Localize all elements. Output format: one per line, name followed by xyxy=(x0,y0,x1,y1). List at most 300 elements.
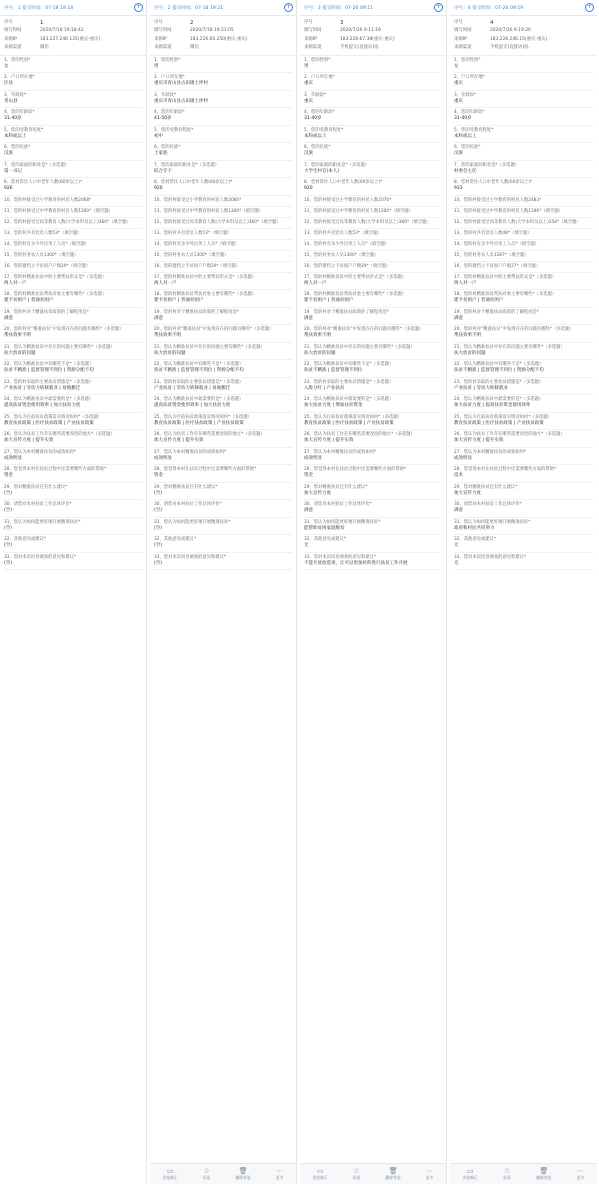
question-text: 28、您觉得本村在扶贫过程中还需要哪些方面的帮助* xyxy=(454,467,557,473)
sheet-header-label: 序号：3 提交时间：07-26 09:11 xyxy=(304,5,374,11)
answer-text: 加大扶贫力度 | 提高扶贫资金使用效率 xyxy=(454,403,531,409)
sheet-header-label: 序号：2 提交时间：07-18 19:21 xyxy=(154,5,224,11)
meta-row xyxy=(304,36,442,44)
bottom-action-2[interactable] xyxy=(236,1167,251,1181)
bottom-action-label: 答卷修正 xyxy=(462,1175,478,1180)
answer-text: 重庆市青山县古田镇土坪村 xyxy=(154,81,208,87)
answer-text: 920 xyxy=(154,186,163,192)
question-text: 27、您认为本村精准扶贫的成效如何* xyxy=(454,449,527,455)
question-item xyxy=(154,178,292,196)
answer-text: 本科或以上 xyxy=(454,133,477,139)
question-text: 11、您的村接受过中学教育的村民人数1200*（填空题） xyxy=(304,208,413,214)
question-text: 27、您认为本村精准扶贫的成效如何* xyxy=(4,449,77,455)
answer-text: 资金 xyxy=(154,473,163,479)
question-text: 8、您村常住人口中老年人数(60岁以上)* xyxy=(154,180,233,186)
question-text: 30、请您对本村扶贫工作总体评价* xyxy=(454,502,522,508)
bottom-action-3[interactable] xyxy=(426,1167,434,1181)
question-item xyxy=(4,518,142,536)
answer-text: 青山县 xyxy=(4,98,18,104)
question-item xyxy=(454,91,593,109)
question-text: 20、您的村对“精准扶贫”中发现存在的问题有哪些*（多选题） xyxy=(154,327,274,333)
star-icon: ☆ xyxy=(503,1167,511,1175)
question-item xyxy=(154,465,292,483)
answer-text: 教育扶贫政策 | 医疗扶贫政策 | 产业扶贫政策 xyxy=(304,420,394,426)
answer-text: (空) xyxy=(4,508,13,514)
question-item xyxy=(4,430,142,448)
question-text: 12、您的村接受过高等教育人数(大学本科及以上)358*（填空题） xyxy=(454,219,581,225)
question-text: 7、您的家庭的职业是*（多选题） xyxy=(4,162,70,168)
bottom-action-0[interactable] xyxy=(163,1167,178,1181)
more-icon: ⋯ xyxy=(426,1167,434,1175)
star-icon: ☆ xyxy=(353,1167,360,1175)
question-item xyxy=(154,207,292,218)
question-item xyxy=(4,325,142,343)
question-list xyxy=(0,56,146,571)
answer-text: 成效明显 xyxy=(4,455,22,461)
question-text: 22、您认为精准扶贫中有哪些不足*（多选题） xyxy=(304,362,394,368)
question-item xyxy=(304,196,442,207)
question-text: 19、您的村对于精准扶贫政策的了解程度是* xyxy=(154,309,239,315)
answer-text: 成效明显 xyxy=(454,455,472,461)
bottom-action-0[interactable] xyxy=(463,1167,478,1181)
question-item xyxy=(4,413,142,431)
answer-text: 满意 xyxy=(304,508,313,514)
answer-text: 村委会主任 xyxy=(454,168,477,174)
question-text: 29、您对精准扶贫还有什么建议* xyxy=(454,484,518,490)
question-item xyxy=(454,218,593,229)
expand-icon[interactable]: + xyxy=(435,3,442,10)
meta-key: 填写时间 xyxy=(154,28,172,34)
question-text: 31、您认为如何能更好地开展精准扶贫* xyxy=(304,519,381,525)
meta-row xyxy=(4,44,142,52)
bottom-action-bar xyxy=(300,1163,446,1184)
question-text: 33、您对本次问卷调查的意见和建议* xyxy=(304,554,377,560)
question-item xyxy=(154,108,292,126)
answer-sheet-panel xyxy=(300,0,447,1184)
question-text: 32、其他意见或建议* xyxy=(304,537,346,543)
question-text: 11、您的村接受过中学教育的村民人数1200*（填空题） xyxy=(154,208,263,214)
answer-text: 两人对一户 xyxy=(154,280,177,286)
question-text: 7、您的家庭的职业是*（多选题） xyxy=(304,162,370,168)
question-text: 6、您的民族* xyxy=(4,145,31,151)
question-item xyxy=(454,325,593,343)
bottom-action-0[interactable] xyxy=(313,1167,328,1181)
question-item xyxy=(304,483,442,501)
question-item xyxy=(4,91,142,109)
answer-text: 资金 xyxy=(304,473,313,479)
question-item xyxy=(4,108,142,126)
answer-text: 31-40岁 xyxy=(454,116,472,122)
question-text: 4、您的年龄段* xyxy=(4,110,35,116)
answer-text: 不能开放放选项，让可以更加好的进行扶贫工作开展 xyxy=(304,560,408,566)
meta-row xyxy=(154,19,292,27)
sheet-header-bar[interactable] xyxy=(450,0,597,16)
question-item xyxy=(154,500,292,518)
question-list xyxy=(300,56,446,571)
question-item xyxy=(454,535,593,553)
question-text: 13、您的村共有党员人数53*（填空题） xyxy=(304,230,382,236)
question-text: 21、您认为精准扶贫中存在的问题主要有哪些*（多选题） xyxy=(304,344,415,350)
question-text: 4、您的年龄段* xyxy=(154,110,185,116)
meta-key: 填写时间 xyxy=(304,28,322,34)
question-text: 12、您的村接受过高等教育人数(大学本科及以上)360*（填空题） xyxy=(4,219,131,225)
question-text: 3、年龄段* xyxy=(454,92,477,98)
question-text: 16、您的建档立卡贫困户户数29*（填空题） xyxy=(4,263,91,269)
question-item xyxy=(304,413,442,431)
meta-key: 来源IP xyxy=(4,36,17,42)
meta-row xyxy=(454,36,593,44)
question-text: 21、您认为精准扶贫中存在的问题主要有哪些*（多选题） xyxy=(454,344,565,350)
answer-text: 成效明显 xyxy=(154,455,172,461)
question-item xyxy=(4,465,142,483)
answer-text: 技术 xyxy=(454,473,463,479)
bottom-action-label: 删除答卷 xyxy=(385,1175,401,1180)
question-text: 8、您村常住人口中老年人数(60岁以上)* xyxy=(4,180,83,186)
answer-text: 建卡贫困户 | 普通贫困户 xyxy=(154,298,204,304)
answer-text: 满意 xyxy=(154,315,163,321)
answer-text: 扶大放贫的问题 xyxy=(4,350,36,356)
question-text: 20、您的村对“精准扶贫”中发现存在的问题有哪些*（多选题） xyxy=(454,327,574,333)
question-item xyxy=(304,448,442,466)
question-text: 1、您的性别* xyxy=(4,57,31,63)
question-item xyxy=(4,251,142,262)
question-text: 20、您的村对“精准扶贫”中发现存在的问题有哪些*（多选题） xyxy=(4,327,124,333)
meta-row xyxy=(304,27,442,35)
question-text: 14、您的村有多少外出务工人员*（填空题） xyxy=(4,241,89,247)
answer-text: 926 xyxy=(4,186,13,192)
question-item xyxy=(454,73,593,91)
expand-icon[interactable]: + xyxy=(586,3,593,10)
meta-row xyxy=(304,44,442,52)
meta-value: 手机提交(直接访问) xyxy=(340,45,379,51)
answer-text: 产业扶贫 | 劳动力转移就业 xyxy=(454,385,508,391)
trash-icon: 🗑 xyxy=(539,1167,549,1175)
question-text: 25、您认为目前扶贫政策落实情况如何*（多选题） xyxy=(304,414,402,420)
question-text: 17、您的村精准扶贫中的主要帮扶形式是*（多选题） xyxy=(154,274,257,280)
question-text: 2、户口所在地* xyxy=(454,75,485,81)
bottom-action-2[interactable] xyxy=(536,1167,551,1181)
answer-text: 初中 xyxy=(154,133,163,139)
question-text: 24、您认为精准扶贫中最需要的是*（多选题） xyxy=(304,397,394,403)
question-text: 31、您认为如何能更好地开展精准扶贫* xyxy=(4,519,81,525)
answer-text: 加大宣传力度 | 提升实效 xyxy=(304,438,354,444)
question-item xyxy=(4,378,142,396)
answer-text: 提高扶贫资金使用效率 | 加大扶贫力度 xyxy=(154,403,231,409)
meta-row xyxy=(4,36,142,44)
question-text: 32、其他意见或建议* xyxy=(154,537,196,543)
question-text: 32、其他意见或建议* xyxy=(454,537,496,543)
meta-key: 来源渠道 xyxy=(304,45,322,51)
question-item xyxy=(154,378,292,396)
question-item xyxy=(304,108,442,126)
question-text: 33、您对本次问卷调查的意见和建议* xyxy=(4,554,77,560)
question-item xyxy=(454,229,593,240)
question-item xyxy=(454,240,593,251)
comment-icon: ▭ xyxy=(166,1167,174,1175)
question-text: 12、您的村接受过高等教育人数(大学本科及以上)360*（填空题） xyxy=(154,219,281,225)
question-text: 2、户口所在地* xyxy=(154,75,185,81)
answer-text: 提高扶贫资金使用效率 | 加大扶贫力度 xyxy=(4,403,81,409)
question-text: 13、您的村共有党员人数48*（填空题） xyxy=(454,230,532,236)
answer-text: 满意 xyxy=(304,315,313,321)
question-item xyxy=(154,73,292,91)
question-text: 33、您对本次问卷调查的意见和建议* xyxy=(154,554,227,560)
question-item xyxy=(4,360,142,378)
answer-text: 本科或以上 xyxy=(4,133,27,139)
answer-text: 区县 xyxy=(4,81,13,87)
question-item xyxy=(454,430,593,448)
question-text: 19、您的村对于精准扶贫政策的了解程度是* xyxy=(304,309,389,315)
sheet-header-bar[interactable] xyxy=(150,0,296,16)
question-text: 18、您的村精准扶贫帮扶对象主要有哪些*（多选题） xyxy=(4,292,107,298)
question-item xyxy=(454,178,593,196)
question-text: 29、您对精准扶贫还有什么建议* xyxy=(154,484,218,490)
question-text: 1、您的性别* xyxy=(154,57,181,63)
question-text: 13、您的村共有党员人数53*（填空题） xyxy=(154,230,232,236)
answer-text: 大学生村官(本人) xyxy=(304,168,340,174)
question-item xyxy=(4,308,142,326)
question-text: 11、您的村接受过中学教育的村民人数1200*（填空题） xyxy=(4,208,113,214)
sheet-header-bar[interactable] xyxy=(300,0,446,16)
bottom-action-1[interactable] xyxy=(503,1167,511,1181)
meta-value: 微信 xyxy=(40,45,49,51)
answer-text: 教育扶贫政策 | 医疗扶贫政策 | 产业扶贫政策 xyxy=(454,420,544,426)
question-item xyxy=(304,518,442,536)
answer-text: 加大宣传力度 xyxy=(454,490,481,496)
question-text: 16、您的建档立卡贫困户户数29*（填空题） xyxy=(154,263,241,269)
meta-row xyxy=(454,27,593,35)
question-item xyxy=(454,161,593,179)
question-text: 17、您的村精准扶贫中的主要帮扶形式是*（多选题） xyxy=(304,274,407,280)
question-text: 1、您的性别* xyxy=(304,57,331,63)
question-text: 12、您的村接受过高等教育人数(大学本科及以上)360*（填空题） xyxy=(304,219,431,225)
star-icon: ☆ xyxy=(203,1167,210,1175)
answer-text: 能帮助贫困家庭脱贫 xyxy=(304,525,345,531)
bottom-action-label: 删除答卷 xyxy=(536,1175,552,1180)
question-text: 6、您的民族* xyxy=(454,145,481,151)
question-item xyxy=(154,308,292,326)
meta-key: 序号 xyxy=(454,20,463,25)
question-item xyxy=(4,240,142,251)
bottom-action-label: 答卷修正 xyxy=(162,1175,178,1180)
question-item xyxy=(304,126,442,144)
answer-text: 汉族 xyxy=(4,151,13,157)
question-text: 7、您的家庭的职业是*（多选题） xyxy=(454,162,520,168)
question-item xyxy=(4,229,142,240)
question-item xyxy=(4,126,142,144)
question-text: 6、您的民族* xyxy=(304,145,331,151)
question-item xyxy=(4,56,142,74)
meta-key: 来源IP xyxy=(154,36,167,42)
expand-icon[interactable]: + xyxy=(285,3,292,10)
meta-row xyxy=(154,44,292,52)
question-text: 22、您认为精准扶贫中有哪些不足*（多选题） xyxy=(4,362,94,368)
question-text: 1、您的性别* xyxy=(454,57,481,63)
question-item xyxy=(154,483,292,501)
question-text: 27、您认为本村精准扶贫的成效如何* xyxy=(304,449,377,455)
meta-key: 来源渠道 xyxy=(454,45,472,51)
answer-text: 第一书记 xyxy=(4,168,22,174)
question-item xyxy=(154,518,292,536)
question-text: 20、您的村对“精准扶贫”中发现存在的问题有哪些*（多选题） xyxy=(304,327,424,333)
answer-text: 入股分红 | 产业扶贫 xyxy=(304,385,345,391)
question-text: 14、您的村有多少外出务工人员*（填空题） xyxy=(304,241,389,247)
question-text: 25、您认为目前扶贫政策落实情况如何*（多选题） xyxy=(154,414,252,420)
question-item xyxy=(154,448,292,466)
question-text: 15、您的村务农人员1300*（填空题） xyxy=(4,252,79,258)
question-item xyxy=(4,448,142,466)
question-text: 21、您认为精准扶贫中存在的问题主要有哪些*（多选题） xyxy=(154,344,265,350)
question-item xyxy=(154,91,292,109)
question-text: 30、请您对本村扶贫工作总体评价* xyxy=(154,502,222,508)
question-item xyxy=(154,413,292,431)
question-item xyxy=(454,196,593,207)
question-item xyxy=(154,553,292,571)
question-item xyxy=(304,360,442,378)
meta-value: 手机提交(直接访问) xyxy=(490,45,529,51)
meta-row xyxy=(154,27,292,35)
meta-key: 填写时间 xyxy=(454,28,472,34)
question-text: 26、您认为扶贫工作存在哪些需要改进的地方*（多选题） xyxy=(154,432,265,438)
bottom-action-bar xyxy=(450,1163,597,1184)
question-text: 15、您的村务农人员1287*（填空题） xyxy=(454,252,529,258)
bottom-action-1[interactable] xyxy=(353,1167,361,1181)
question-text: 13、您的村共有党员人数53*（填空题） xyxy=(4,230,82,236)
bottom-action-2[interactable] xyxy=(386,1167,401,1181)
meta-value: 2 xyxy=(190,20,194,26)
meta-value: 183.226.67.38(重庆-重庆) xyxy=(340,36,395,42)
question-text: 2、户口所在地* xyxy=(4,75,35,81)
question-item xyxy=(454,126,593,144)
more-icon: ⋯ xyxy=(276,1167,284,1175)
answer-text: 男 xyxy=(304,63,309,69)
question-text: 19、您的村对于精准扶贫政策的了解程度是* xyxy=(454,309,539,315)
trash-icon: 🗑 xyxy=(238,1167,248,1175)
question-text: 6、您的民族* xyxy=(154,145,181,151)
question-item xyxy=(304,143,442,161)
bottom-action-3[interactable] xyxy=(577,1167,585,1181)
question-item xyxy=(154,535,292,553)
question-text: 10、您的村接受过小学教育的村民人数2068* xyxy=(4,197,92,203)
question-item xyxy=(454,395,593,413)
question-text: 22、您认为精准扶贫中有哪些不足*（多选题） xyxy=(454,362,544,368)
question-item xyxy=(4,553,142,571)
question-item xyxy=(454,273,593,291)
sheet-meta xyxy=(300,16,446,56)
answer-text: 933 xyxy=(454,186,463,192)
answer-text: 无 xyxy=(304,543,309,549)
answer-text: 31-40岁 xyxy=(304,116,322,122)
answer-text: 扶大放贫的问题 xyxy=(304,350,336,356)
meta-key: 序号 xyxy=(154,20,163,25)
question-text: 16、您的建档立卡贫困户户数27*（填空题） xyxy=(454,263,541,269)
question-text: 5、您的受教育程度* xyxy=(154,127,194,133)
bottom-action-label: 标星 xyxy=(202,1175,211,1180)
meta-key: 序号 xyxy=(4,20,13,25)
question-item xyxy=(4,535,142,553)
question-item xyxy=(304,161,442,179)
question-text: 14、您的村有多少外出务工人员*（填空题） xyxy=(454,241,539,247)
answer-text: 扶贫不精准 | 监督管理不到位 | 资源分配不均 xyxy=(4,368,94,374)
answer-text: (空) xyxy=(4,490,13,496)
answer-text: 满意 xyxy=(4,315,13,321)
meta-row xyxy=(4,27,142,35)
question-text: 31、您认为如何能更好地开展精准扶贫* xyxy=(154,519,231,525)
question-item xyxy=(4,73,142,91)
bottom-action-3[interactable] xyxy=(276,1167,284,1181)
answer-text: (空) xyxy=(154,490,163,496)
question-item xyxy=(304,262,442,273)
question-text: 22、您认为精准扶贫中有哪些不足*（多选题） xyxy=(154,362,244,368)
question-item xyxy=(304,500,442,518)
answer-text: 重庆 xyxy=(304,98,313,104)
answer-text: 建卡贫困户 | 普通贫困户 xyxy=(454,298,504,304)
answer-text: 两人对一户 xyxy=(4,280,27,286)
bottom-action-label: 标星 xyxy=(352,1175,361,1180)
question-text: 10、您的村接受过小学教育的村民人数2060* xyxy=(154,197,242,203)
answer-text: 帮扶效果不明 xyxy=(154,333,181,339)
question-item xyxy=(4,143,142,161)
question-text: 5、您的受教育程度* xyxy=(4,127,44,133)
question-item xyxy=(4,178,142,196)
question-item xyxy=(4,343,142,361)
question-item xyxy=(304,229,442,240)
question-text: 24、您认为精准扶贫中最需要的是*（多选题） xyxy=(4,397,94,403)
answer-text: 扶大放贫的问题 xyxy=(454,350,486,356)
question-item xyxy=(154,196,292,207)
answer-text: 无 xyxy=(454,560,459,566)
expand-icon[interactable]: + xyxy=(135,3,142,10)
meta-key: 来源渠道 xyxy=(154,45,172,51)
question-item xyxy=(154,343,292,361)
answer-text: 无 xyxy=(454,543,459,549)
question-text: 23、您的村采取的主要扶贫措施是*（多选题） xyxy=(454,379,544,385)
question-item xyxy=(304,290,442,308)
question-item xyxy=(304,308,442,326)
question-item xyxy=(4,395,142,413)
bottom-action-1[interactable] xyxy=(203,1167,211,1181)
answer-text: 重庆 xyxy=(454,81,463,87)
question-text: 10、您的村接受过小学教育的村民人数2483* xyxy=(454,197,542,203)
question-text: 28、您觉得本村在扶贫过程中还需要哪些方面的帮助* xyxy=(4,467,107,473)
question-item xyxy=(304,251,442,262)
question-item xyxy=(454,500,593,518)
answer-text: 教育扶贫政策 | 医疗扶贫政策 | 产业扶贫政策 xyxy=(4,420,94,426)
question-item xyxy=(154,360,292,378)
question-text: 4、您的年龄段* xyxy=(454,110,485,116)
comment-icon: ▭ xyxy=(466,1167,474,1175)
meta-value: 183.226.246.15(重庆-重庆) xyxy=(490,36,548,42)
meta-value: 2020/7/26 9:11:19 xyxy=(340,28,381,34)
question-text: 23、您的村采取的主要扶贫措施是*（多选题） xyxy=(4,379,94,385)
bottom-action-bar xyxy=(150,1163,296,1184)
bottom-action-label: 答卷修正 xyxy=(312,1175,328,1180)
question-item xyxy=(304,218,442,229)
sheet-header-bar[interactable] xyxy=(0,0,146,16)
question-text: 28、您觉得本村在扶贫过程中还需要哪些方面的帮助* xyxy=(154,467,257,473)
answer-text: (空) xyxy=(154,560,163,566)
question-text: 15、您的村务农人员1300*（填空题） xyxy=(154,252,229,258)
meta-key: 来源IP xyxy=(454,36,467,42)
meta-value: 微信 xyxy=(190,45,199,51)
question-text: 7、您的家庭的职业是*（多选题） xyxy=(154,162,220,168)
more-icon: ⋯ xyxy=(577,1167,585,1175)
question-item xyxy=(304,56,442,74)
sheet-header-label: 序号：1 提交时间：07-18 19:18 xyxy=(4,5,74,11)
question-item xyxy=(304,91,442,109)
question-text: 17、您的村精准扶贫中的主要帮扶形式是*（多选题） xyxy=(454,274,557,280)
question-text: 18、您的村精准扶贫帮扶对象主要有哪些*（多选题） xyxy=(454,292,557,298)
